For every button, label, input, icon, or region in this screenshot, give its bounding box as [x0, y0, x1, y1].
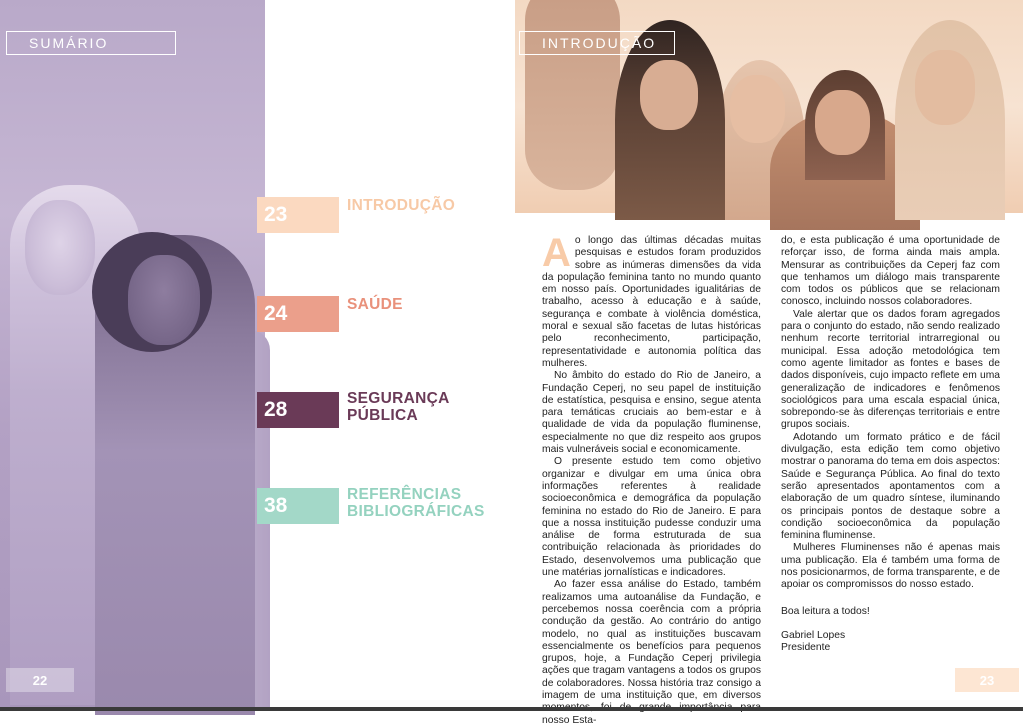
toc-entry-saude[interactable]	[257, 296, 507, 334]
paragraph: Mulheres Fluminenses não é apenas mais uma publicação. Ela é também uma forma de nos posicionarmos, de forma transparente, e de apoiar os compromissos do nosso estado.	[781, 542, 1000, 591]
photo-figure	[525, 0, 620, 190]
photo-face	[730, 75, 785, 143]
drop-cap: A	[542, 231, 571, 275]
toc-title-line: BIBLIOGRÁFICAS	[347, 503, 485, 520]
signature-role: Presidente	[781, 642, 831, 654]
section-label-text: INTRODUÇÃO	[542, 35, 657, 51]
toc-title	[347, 197, 455, 214]
toc-title	[347, 486, 485, 520]
closing-line: Boa leitura a todos!	[781, 605, 870, 617]
toc-page-number: 28	[257, 392, 339, 428]
left-page	[0, 0, 512, 711]
photo-face	[815, 90, 870, 155]
paragraph: O presente estudo tem como objetivo organizar e divulgar em uma única obra informações referentes à realidade socioeconômica e demográfica da população feminina no estado do Rio de Janeiro. E para que a nossa instituição pudesse conduzir uma análise de forma estruturada de sua contribuição relacionada às prioridades do Estado, desenvolvemos uma publicação que une matérias jornalísticas e indicadores.	[542, 456, 761, 579]
section-label-text: SUMÁRIO	[29, 35, 109, 51]
paragraph	[542, 231, 761, 370]
page-number-left: 22	[6, 668, 74, 692]
photo-face	[915, 50, 975, 125]
toc-title-line: PÚBLICA	[347, 407, 418, 424]
paragraph-text: o longo das últimas décadas muitas pesquisas e estudos foram produzidos sobre as inúmeras dimensões da vida da população feminina tanto no mundo quanto em nosso país. Oportunidades igualitárias de trabalho, acesso à educação e à saúde, segurança e combate à violência doméstica, moral e sexual são facetas de lutas históricas pelo reconhecimento, participação, representatividade e autonomia política das mulheres.	[542, 235, 761, 369]
right-page	[512, 0, 1023, 726]
toc-page-number: 23	[257, 197, 339, 233]
toc-title-line: INTRODUÇÃO	[347, 197, 456, 214]
toc-entry-seguranca-publica[interactable]	[257, 390, 507, 428]
toc-entry-referencias[interactable]	[257, 486, 507, 524]
photo-face	[640, 60, 698, 130]
signature-name: Gabriel Lopes	[781, 629, 846, 641]
bottom-edge	[0, 707, 1023, 711]
photo-face	[25, 200, 95, 295]
section-label-sumario	[6, 31, 176, 55]
text-column-2	[781, 235, 1000, 655]
toc-title-line: REFERÊNCIAS	[347, 486, 462, 503]
cover-photo-women	[0, 0, 265, 711]
toc-title-line: SEGURANÇA	[347, 390, 450, 407]
toc-page-number: 38	[257, 488, 339, 524]
section-label-introducao	[519, 31, 675, 55]
paragraph: do, e esta publicação é uma oportunidade de reforçar isso, de forma ainda mais ampla. Mensurar as contribuições da Ceperj faz com que tenhamos um diálogo mais transparente com todos os públicos que se relacionam conosco, incluindo nossos colaboradores.	[781, 235, 1000, 308]
toc-page-number: 24	[257, 296, 339, 332]
toc-title	[347, 296, 403, 313]
page-number-right: 23	[955, 668, 1019, 692]
toc-entry-introducao[interactable]	[257, 197, 507, 235]
paragraph: Vale alertar que os dados foram agregados para o conjunto do estado, não sendo realizado nenhum recorte territorial intrarregional ou municipal. Essa adoção metodológica tem como agente limitador as fontes e bases de dados disponíveis, cujo impacto reflete em uma generalização de indicadores e fenômenos sociológicos para uma escala espacial única, sobrepondo-se às diferenças territoriais e entre grupos sociais.	[781, 308, 1000, 431]
text-column-1	[542, 231, 761, 727]
paragraph: Ao fazer essa análise do Estado, também realizamos uma autoanálise da Fundação, e percebemos nossa coerência com a própria condução da gestão. Ao contrário do antigo modelo, no qual as instituições buscavam essencialmente os benefícios para pequenos grupos, hoje, a Fundação Ceperj privilegia ações que tragam vantagens a todos os grupos de colaboradores. Nossa história traz consigo a imagem de uma instituição que, em diversos nosso Esta-	[542, 579, 761, 726]
toc-title	[347, 390, 450, 424]
toc-title-line: SAÚDE	[347, 296, 403, 313]
paragraph: No âmbito do estado do Rio de Janeiro, a Fundação Ceperj, no seu papel de instituição de estatística, pesquisa e ensino, segue atenta para temáticas cruciais ao bem-estar e à qualidade de vida da população fluminense, especialmente no que diz respeito aos grupos mais vulneráveis social e economicamente.	[542, 370, 761, 456]
header-photo-women	[515, 0, 1023, 213]
photo-face	[128, 255, 200, 345]
paragraph: Adotando um formato prático e de fácil divulgação, esta edição tem como objetivo mostrar o panorama do tema em dois aspectos: Saúde e Segurança Pública. Ao final do texto serão apresentados apontamentos com a elaboração de um quadro síntese, iluminando os principais pontos de destaque sobre a condição socioeconômica da população feminina fluminense.	[781, 431, 1000, 542]
